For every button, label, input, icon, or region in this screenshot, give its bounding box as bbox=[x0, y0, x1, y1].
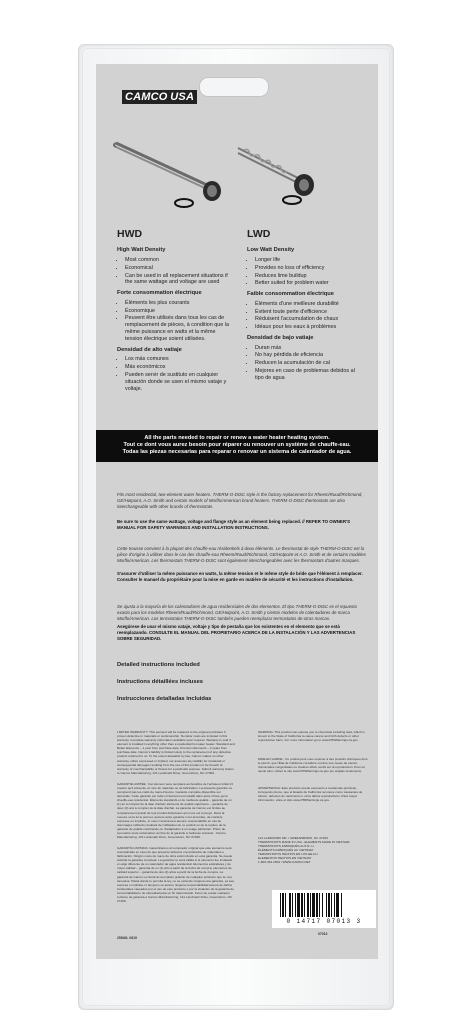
list-item: • Los más comunes bbox=[125, 356, 229, 363]
lwd-es-list bbox=[247, 345, 359, 383]
lwd-title: LWD bbox=[247, 228, 271, 240]
upc-barcode bbox=[272, 890, 376, 928]
barcode-number: 0 14717 07013 3 bbox=[286, 918, 362, 925]
list-item: • Better suited for problem water bbox=[255, 280, 359, 287]
fit-es-warning: Asegúrese de usar el mismo vataje, voltaje y tipo de pestaña que los existentes en el elemento que se está reemplazando. CONSULTE EL MANUAL DEL PROPIETARIO ACERCA DE LA INSTALACIÓN Y LAS ADVERTENCIAS SOBRE SEGURIDAD. bbox=[117, 624, 356, 641]
hwd-column bbox=[117, 228, 229, 394]
banner-es: Todas las piezas necesarias para reparar o renovar un sistema de calentador de agua. bbox=[122, 448, 352, 455]
hwd-es-list bbox=[117, 356, 229, 393]
warranty-en: LIMITED WARRANTY: This element will be replaced to the original purchaser if proven defective in materials or workmanship. No labor costs are included in this warranty. Complete warranty information available upon request. Warranty is void if element is installed in anything other than a residential hot water heater. Standard and Better Elements – 1 year from purchase date, Premium Elements – 2 years from purchase date. Camco's liability is limited solely to the replacement of any defective product returned to us. To the extent allowable by law, Camco makes no other warranty, either expressed or implied, nor assumes any liability for incidental or consequential damages resulting from the use of this product or for breach of warranty of merchantability or fitness for a particular purpose. Submit warranty claims to Camco Manufacturing, 121 Landmark Drive, Greensboro, NC 27409. bbox=[117, 730, 235, 775]
lwd-column bbox=[247, 228, 359, 383]
lwd-es-heading: Densidad de bajo vatiaje bbox=[247, 335, 314, 342]
list-item: • Provides no loss of efficiency bbox=[255, 265, 359, 272]
hang-hole bbox=[199, 77, 269, 97]
list-item: • Idéaux pour les eaux à problèmes bbox=[255, 324, 359, 331]
list-item: • Éléments d'une meilleure durabilité bbox=[255, 301, 359, 308]
fit-fr-warning: S'assurer d'utiliser la même puissance en watts, la même tension et le même style de bride que l'élément à remplacer. Consulter le manuel du propriétaire pour la mise en garde en matière de sécurité et les instructions d'installation. bbox=[117, 571, 363, 582]
list-item: • Mejores en caso de problemas debidos al tipo de agua bbox=[255, 368, 359, 382]
banner-en: All the parts needed to repair or renew a water heater heating system. bbox=[144, 435, 330, 441]
barcode-bars bbox=[280, 893, 368, 917]
lwd-element-illustration bbox=[232, 140, 332, 220]
lwd-fr-heading: Faible consommation électrique bbox=[247, 291, 334, 298]
list-item: • Duran más bbox=[255, 345, 359, 352]
details-es: Instrucciones detalladas incluidas bbox=[117, 696, 212, 702]
fit-en-warning: Be sure to use the same wattage, voltage and flange style as an element being replaced. // REFER TO OWNER'S MANUAL FOR SAFETY WARNINGS AND INSTALLATION INSTRUCTIONS. bbox=[117, 519, 350, 530]
list-item: • Economical bbox=[125, 265, 229, 272]
list-item: • Más económicos bbox=[125, 364, 229, 371]
hwd-element-illustration bbox=[112, 135, 227, 215]
address-block: 121 LANDMARK DR. / GREENSBORO, NC 27409 THERMOSTATS MADE IN USA - ELEMENTS MADE IN VIETNAM THERMOSTATS FABRIQUÉS AUX É.-U. ÉLÉMENTS FABRIQUÉS AU VIETNAM TERMOSTATOS HECHOS EN LOS EE.UU. ELEMENTOS HECHOS EN VIETNAM 1-800-334-2004 / WWW.CAMCO.NET bbox=[258, 836, 350, 865]
banner-fr: Tout ce dont vous aurez besoin pour réparer ou renouver un système de chauffe-eau. bbox=[123, 441, 351, 448]
print-code: 25540L 0619 bbox=[117, 936, 137, 940]
fit-en-intro: Fits most residential, two-element water heaters. THERM-O-DISC style is the factory replacement for Rheem/Ruud/Richmond, GE/Hotpoint, A.O. Smith and certain models of Morflo/American brand heaters. THERM-O-DISC thermostats are also interchangeable with other brands of thermostats. bbox=[117, 492, 363, 509]
fit-fr-intro: Cette trousse convient à la plupart des chauffe-eau résidentiels à deux éléments. Le thermostat de style THERM-O-DISC est la pièce d'origine à utiliser dans le cas des chauffe-eau Rheem/Ruud/Richmond, GE/Hotpoint et A.O. Smith et de certains modèles Morflo/American. Les thermostats THERM-O-DISC sont également interchangeables avec les thermostats d'autres marques. bbox=[117, 546, 366, 563]
parts-banner bbox=[96, 430, 378, 462]
hwd-es-heading: Densidad de alto vatiaje bbox=[117, 347, 182, 354]
prop65-fr: MISE EN GARDE : Ce produit peut vous exposer à des produits chimiques dont le plomb, que l'État de Californie considère comme une cause de cancer, d'anomalies congénitales ou d'autres effets nocifs sur la reproduction. Pour en savoir plus, visitez le site www.P65Warnings.ca.gov (en anglais seulement). bbox=[258, 757, 368, 774]
hwd-title: HWD bbox=[117, 228, 143, 240]
hwd-en-list bbox=[117, 257, 229, 287]
item-code: 07013 bbox=[318, 932, 328, 936]
list-item: • Éléments les plus courants bbox=[125, 300, 229, 307]
list-item: • Réduisent l'accumulation de chaux bbox=[255, 316, 359, 323]
list-item: • Peuvent être utilisés dans tous les cas de remplacement de pièces, à condition que la même puissance en watts et la même tension électrique soient utilisées. bbox=[125, 315, 229, 343]
list-item: • No hay pérdida de eficiencia bbox=[255, 352, 359, 359]
prop65-es: ADVERTENCIA: Este producto puede exponerlo a sustancias químicas, incluyendo plomo, que el Estado de California reconoce como causantes de cáncer, defectos de nacimiento u otros daños reproductivos. Para mayor información, visite el sitio www.P65Warnings.ca.gov. bbox=[258, 786, 363, 803]
list-item: • Longer life bbox=[255, 257, 359, 264]
lwd-en-list bbox=[247, 257, 359, 288]
list-item: • Économique bbox=[125, 308, 229, 315]
prop65-warning: WARNING: This product can expose you to chemicals including lead, which is known to the State of California to cause cancer and birth defects or other reproductive harm. For more information go to www.P65Warnings.ca.gov. bbox=[258, 730, 365, 743]
hwd-fr-heading: Forte consommation électrique bbox=[117, 290, 202, 297]
details-en: Detailed instructions included bbox=[117, 662, 200, 668]
lwd-en-heading: Low Watt Density bbox=[247, 247, 295, 254]
camco-logo: CAMCO USA bbox=[122, 90, 197, 104]
list-item: • Most common bbox=[125, 257, 229, 264]
warranty-fr: GARANTIE LIMITÉE : Cet élément sera remplacé au bénéfice de l'acheteur initial s'il s'avère qu'il présente un vice de matériau ou de fabrication. La présente garantie ne comprend pas les coûts de main-d'œuvre. Garantie complète disponible sur demande. Cette garantie est nulle si l'élément est installé dans autre chose qu'un chauffe-eau résidentiel. Éléments standards et de meilleure qualité – garantie de un (1) an à compter de la date d'achat; éléments de qualité supérieure – garantie de deux (2) ans à compter de la date d'achat. La garantie de Camco est limitée au remplacement gratuit de tout produit défectueux qui nous est renvoyé. Dans la mesure où la loi le permet, aucune autre garantie n'est accordée, de manière expresse ou implicite, et nous n'endossons aucune responsabilité en cas de dommages indirects résultant de l'utilisation de ce produit ou de la rupture de la garantie de qualité marchande ou d'adaptation à un usage particulier. Prière de soumettre toute réclamation au titre de la garantie à l'adresse suivante : Camco Manufacturing, 121 Landmark Drive, Greensboro, NC 27409. bbox=[117, 782, 234, 840]
warranty-es: GARANTÍA LIMITADA: Garantizamos al comprador original que este elemento será reemplazado en caso de que presente defectos comprobados de materiales o fabricación. Ningún costo de mano de obra está incluido en esta garantía. Se puede solicitar la garantía completa. La garantía no será válida si el elemento fue instalado en algo diferente de un calentador de agua residencial. Elementos estándares y de mejor calidad – garantía de un (1) año a partir de la fecha de compra; elementos de calidad superior – garantía de dos (2) años a partir de la fecha de compra. La garantía de Camco se limita al reemplazo gratuito de cualquier producto que se nos devuelva. Hasta donde lo permita la ley, no se extiende ninguna otra garantía, ya sea expresa o implícita, ni tampoco se asume ninguna responsabilidad acerca de daños incidentales causados por el uso de este producto o por la violación de la garantía de comerciabilidad o de idoneidad para un fin determinado. Favor de enviar cualquier reclamo de garantía a Camco Manufacturing, 121 Landmark Drive, Greensboro, NC 27409. bbox=[117, 846, 234, 904]
list-item: • Évitent toute perte d'efficience bbox=[255, 309, 359, 316]
list-item: • Reduces lime buildup bbox=[255, 273, 359, 280]
list-item: • Pueden servir de sustituto en cualquier situación donde se usen el mismo vataje y voltaje. bbox=[125, 372, 229, 393]
hwd-fr-list bbox=[117, 300, 229, 343]
details-fr: Instructions détaillées incluses bbox=[117, 679, 204, 685]
hwd-en-heading: High Watt Density bbox=[117, 247, 166, 254]
fit-es-intro: Se ajusta a la mayoría de los calentadores de agua residenciales de dos elementos. El tipo THERM-O-DISC es el repuesto exacto para los modelos Rheem/Ruud/Richmond, GE/Hotpoint, A.O. Smith y ciertos modelos de calentadores de marca Morflo/American. Los termostatos THERM-O-DISC también pueden reemplazar termostatos de otras marcas. bbox=[117, 604, 357, 621]
lwd-fr-list bbox=[247, 301, 359, 332]
list-item: • Can be used in all replacement situations if the same wattage and voltage are used bbox=[125, 273, 229, 287]
list-item: • Reducen la acumulación de cal bbox=[255, 360, 359, 367]
